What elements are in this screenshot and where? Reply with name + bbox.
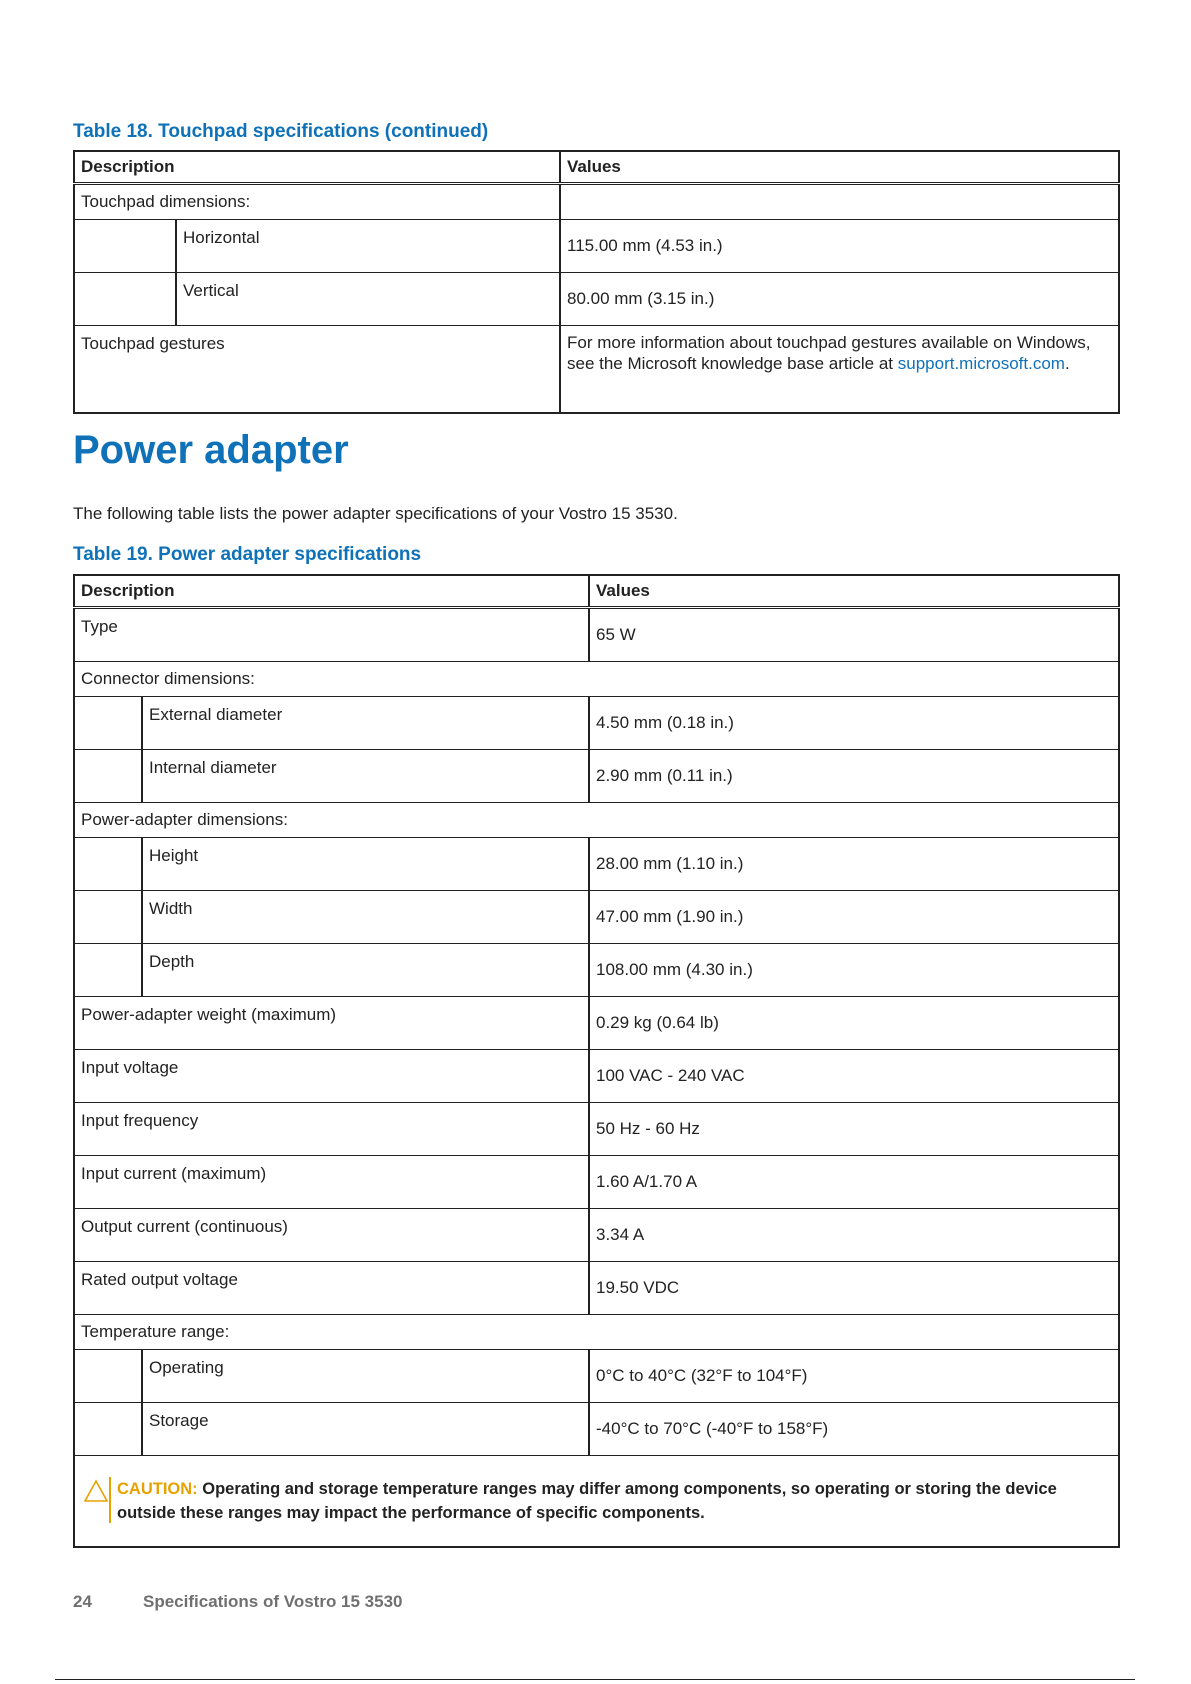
indent-cell <box>74 273 176 326</box>
table-row <box>74 1103 1119 1156</box>
table-row <box>74 891 1119 944</box>
width-value: 47.00 mm (1.90 in.) <box>589 891 1119 944</box>
input-frequency-value: 50 Hz - 60 Hz <box>589 1103 1119 1156</box>
input-voltage-label: Input voltage <box>74 1050 589 1103</box>
table-row <box>74 1209 1119 1262</box>
header-values: Values <box>589 575 1119 608</box>
table-row <box>74 697 1119 750</box>
caution-cell <box>74 1456 1119 1548</box>
table-row <box>74 750 1119 803</box>
input-frequency-label: Input frequency <box>74 1103 589 1156</box>
table-row <box>74 662 1119 697</box>
header-description: Description <box>74 575 589 608</box>
rated-voltage-label: Rated output voltage <box>74 1262 589 1315</box>
table-row <box>74 184 1119 220</box>
power-adapter-spec-table <box>73 574 1120 1548</box>
storage-value: -40°C to 70°C (-40°F to 158°F) <box>589 1403 1119 1456</box>
vertical-label: Vertical <box>176 273 560 326</box>
table-row <box>74 944 1119 997</box>
table-row <box>74 1403 1119 1456</box>
table-row <box>74 803 1119 838</box>
section-title: Power adapter <box>73 428 349 472</box>
external-diameter-label: External diameter <box>142 697 589 750</box>
caution-note <box>83 1477 1110 1525</box>
vertical-value: 80.00 mm (3.15 in.) <box>560 273 1119 326</box>
horizontal-label: Horizontal <box>176 220 560 273</box>
weight-label: Power-adapter weight (maximum) <box>74 997 589 1050</box>
weight-value: 0.29 kg (0.64 lb) <box>589 997 1119 1050</box>
table18-caption: Table 18. Touchpad specifications (continued) <box>73 121 489 142</box>
indent-cell <box>74 944 142 997</box>
operating-value: 0°C to 40°C (32°F to 104°F) <box>589 1350 1119 1403</box>
depth-label: Depth <box>142 944 589 997</box>
table-row <box>74 1050 1119 1103</box>
table-row <box>74 273 1119 326</box>
indent-cell <box>74 750 142 803</box>
table-row <box>74 997 1119 1050</box>
internal-diameter-label: Internal diameter <box>142 750 589 803</box>
footer-rule <box>55 1679 1135 1680</box>
type-label: Type <box>74 608 589 662</box>
temperature-range-label: Temperature range: <box>74 1315 1119 1350</box>
height-value: 28.00 mm (1.10 in.) <box>589 838 1119 891</box>
microsoft-support-link[interactable]: support.microsoft.com <box>897 354 1065 373</box>
indent-cell <box>74 891 142 944</box>
caution-bar <box>109 1477 111 1523</box>
page-number: 24 <box>73 1592 92 1611</box>
table-row <box>74 326 1119 414</box>
input-current-value: 1.60 A/1.70 A <box>589 1156 1119 1209</box>
table-row <box>74 608 1119 662</box>
rated-voltage-value: 19.50 VDC <box>589 1262 1119 1315</box>
indent-cell <box>74 1403 142 1456</box>
caution-text <box>111 1477 1110 1525</box>
external-diameter-value: 4.50 mm (0.18 in.) <box>589 697 1119 750</box>
footer-title: Specifications of Vostro 15 3530 <box>143 1592 403 1611</box>
internal-diameter-value: 2.90 mm (0.11 in.) <box>589 750 1119 803</box>
gestures-text: For more information about touchpad gestures available on Windows, see the Microsoft knowledge base article at <box>567 333 1091 373</box>
indent-cell <box>74 1350 142 1403</box>
indent-cell <box>74 220 176 273</box>
table-row <box>74 1350 1119 1403</box>
input-voltage-value: 100 VAC - 240 VAC <box>589 1050 1119 1103</box>
type-value: 65 W <box>589 608 1119 662</box>
caution-row <box>74 1456 1119 1548</box>
caution-word: CAUTION: <box>117 1480 198 1498</box>
section-intro: The following table lists the power adapter specifications of your Vostro 15 3530. <box>73 504 678 523</box>
touchpad-dimensions-label: Touchpad dimensions: <box>74 184 560 220</box>
depth-value: 108.00 mm (4.30 in.) <box>589 944 1119 997</box>
table-row <box>74 220 1119 273</box>
caution-message: Operating and storage temperature ranges may differ among components, so operating or storing the device outside these ranges may impact the performance of specific components. <box>117 1480 1057 1522</box>
storage-label: Storage <box>142 1403 589 1456</box>
height-label: Height <box>142 838 589 891</box>
table19-caption: Table 19. Power adapter specifications <box>73 544 422 565</box>
table-header-row <box>74 151 1119 184</box>
header-description: Description <box>74 151 560 184</box>
output-current-value: 3.34 A <box>589 1209 1119 1262</box>
page-footer <box>73 1592 403 1612</box>
connector-dimensions-label: Connector dimensions: <box>74 662 1119 697</box>
caution-icon <box>83 1477 111 1521</box>
touchpad-spec-table <box>73 150 1120 414</box>
indent-cell <box>74 838 142 891</box>
output-current-label: Output current (continuous) <box>74 1209 589 1262</box>
table-row <box>74 1262 1119 1315</box>
horizontal-value: 115.00 mm (4.53 in.) <box>560 220 1119 273</box>
warning-triangle-icon <box>83 1479 109 1503</box>
header-values: Values <box>560 151 1119 184</box>
table-row <box>74 1156 1119 1209</box>
operating-label: Operating <box>142 1350 589 1403</box>
indent-cell <box>74 697 142 750</box>
input-current-label: Input current (maximum) <box>74 1156 589 1209</box>
empty-value-cell <box>560 184 1119 220</box>
table-row <box>74 838 1119 891</box>
gestures-value <box>560 326 1119 414</box>
gestures-period: . <box>1064 354 1070 373</box>
table-row <box>74 1315 1119 1350</box>
adapter-dimensions-label: Power-adapter dimensions: <box>74 803 1119 838</box>
table-header-row <box>74 575 1119 608</box>
width-label: Width <box>142 891 589 944</box>
gestures-label: Touchpad gestures <box>74 326 560 414</box>
